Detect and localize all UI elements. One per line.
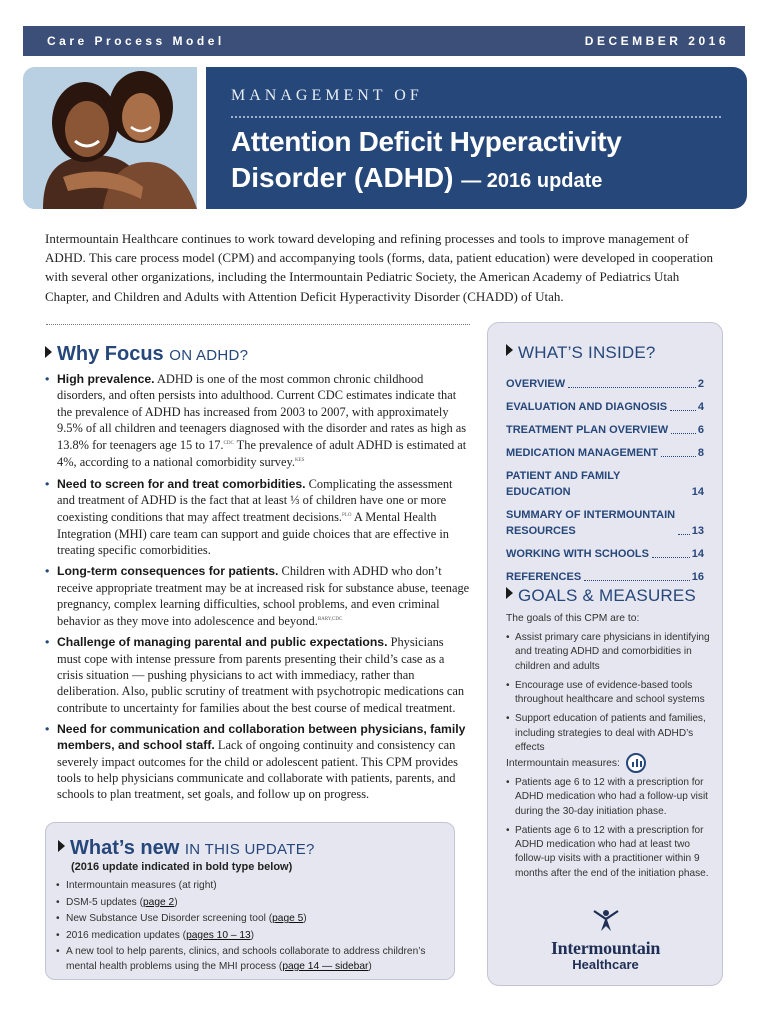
page-link[interactable]: pages 10 – 13 — [186, 929, 251, 941]
whats-new-subtitle: IN THIS UPDATE? — [184, 841, 315, 858]
logo-figure-icon — [591, 909, 621, 933]
why-focus-item — [45, 371, 470, 471]
whats-new-note: (2016 update indicated in bold type below) — [71, 861, 293, 873]
toc-page: 14 — [691, 548, 704, 560]
logo-subtitle: Healthcare — [572, 957, 639, 972]
measures-label-row — [506, 753, 646, 773]
title-banner — [206, 67, 747, 209]
toc-label: MEDICATION MANAGEMENT — [506, 447, 658, 459]
title-kicker: MANAGEMENT OF — [231, 87, 423, 104]
toc-entry[interactable] — [506, 445, 704, 461]
item-lead: Challenge of managing parental and public expectations. — [57, 635, 388, 650]
whats-new-item — [56, 945, 441, 974]
item-text: Children with ADHD who don’t receive appropriate treatment may be at increased risk for substance abuse, teenage pregnancy, complex learning difficulties, school problems, and even criminal behavior as they move into adolescence and beyond. — [57, 564, 470, 629]
why-focus-subtitle: ON ADHD? — [169, 347, 249, 364]
title-line-2 — [231, 161, 602, 198]
title-line-2-text: Disorder (ADHD) — [231, 162, 454, 193]
toc-leader — [670, 410, 696, 411]
whats-new-heading — [58, 837, 315, 860]
item-text: ) — [250, 929, 255, 941]
item-text: DSM-5 updates ( — [66, 896, 144, 908]
title-divider — [231, 116, 721, 118]
toc-page: 8 — [697, 447, 704, 459]
goal-item: • Support education of patients and families, including strategies to deal with ADHD’s effects — [506, 712, 711, 755]
measure-item: • Patients age 6 to 12 with a prescription for ADHD medication who had a follow-up visit during the 30-day initiation phase. — [506, 776, 711, 819]
item-lead: Long-term consequences for patients. — [57, 564, 279, 579]
sidebar-panel — [487, 322, 723, 986]
toc-label: PATIENT AND FAMILY EDUCATION — [506, 470, 621, 498]
intro-paragraph: Intermountain Healthcare continues to work toward developing and refining processes and tools to improve management of ADHD. This care process model (CPM) and accompanying tools (forms, data, patient education) were developed in cooperation with several other organizations, including the Intermountain Pediatric Society, the American Academy of Pediatrics Utah Chapter, and Children and Adults with Attention Deficit Hyperactivity Disorder (CHADD) of Utah. — [45, 231, 713, 304]
whats-new-title: What’s new — [70, 837, 180, 859]
toc-page: 6 — [697, 424, 704, 436]
goal-item: • Assist primary care physicians in identifying and treating ADHD and comorbidities in children and adults — [506, 631, 711, 674]
goal-item: • Encourage use of evidence-based tools throughout healthcare and school systems — [506, 679, 711, 708]
item-text: Intermountain measures (at right) — [66, 880, 217, 891]
whats-new-item — [56, 912, 441, 927]
page-link[interactable]: page 2 — [143, 896, 175, 908]
toc-leader — [652, 557, 690, 558]
item-lead: High prevalence. — [57, 372, 155, 386]
toc-entry[interactable] — [506, 422, 704, 438]
why-focus-list — [45, 371, 470, 807]
title-line-1: Attention Deficit Hyperactivity — [231, 126, 622, 157]
whats-new-box — [45, 822, 455, 980]
toc-page: 16 — [691, 571, 704, 583]
whats-inside-title: WHAT’S INSIDE? — [518, 343, 656, 362]
toc-leader — [568, 387, 696, 388]
goals-heading — [506, 586, 696, 606]
measures-list — [506, 776, 711, 886]
triangle-bullet-icon — [506, 587, 513, 599]
toc-entry[interactable] — [506, 399, 704, 415]
triangle-bullet-icon — [45, 346, 52, 358]
toc-page: 14 — [691, 486, 704, 498]
triangle-bullet-icon — [506, 344, 513, 356]
item-text: ADHD is one of the most common chronic childhood disorders, and often persists into adulthood. Current CDC estimates indicate that the prevalence of ADHD has increased from 2003 to 2007, with approximately 9.5% of all children and teenagers diagnosed with the disorder and rates as high as 13.8% for teenagers age 15 to 17. — [57, 372, 467, 453]
item-text: The prevalence of adult ADHD is estimated at 4%, according to a national comorbidity survey. — [57, 438, 467, 470]
logo-wordmark: Intermountain — [550, 938, 661, 958]
item-text: ) — [303, 913, 307, 925]
whats-new-item — [56, 879, 441, 894]
bar-chart-icon — [626, 753, 646, 773]
section-divider — [46, 324, 470, 325]
toc-leader — [661, 456, 696, 457]
measure-item: • Patients age 6 to 12 with a prescription for ADHD medication who had at least two follow-up visits with a practitioner within 9 months after the end of the initiation phase. — [506, 824, 711, 881]
page-link[interactable]: page 5 — [272, 913, 304, 925]
cover-photo — [23, 67, 197, 209]
citation: BARY,CDC — [317, 617, 343, 623]
why-focus-title: Why Focus — [57, 343, 164, 365]
toc-label: TREATMENT PLAN OVERVIEW — [506, 424, 669, 436]
item-text: ) — [368, 960, 372, 972]
item-text: New Substance Use Disorder screening tool ( — [66, 913, 273, 925]
measures-label: Intermountain measures: — [506, 757, 620, 769]
toc-entry[interactable] — [506, 507, 704, 539]
table-of-contents — [506, 376, 704, 592]
why-focus-item — [45, 563, 470, 629]
item-text: Complicating the assessment and treatment of ADHD is the fact that at least ⅓ of children have one or more coexisting conditions that may affect treatment decisions. — [57, 476, 453, 525]
toc-label: EVALUATION AND DIAGNOSIS — [506, 401, 668, 413]
mother-daughter-photo — [23, 67, 197, 209]
title-update: — 2016 update — [461, 170, 603, 192]
whats-inside-heading — [506, 343, 656, 363]
intermountain-logo — [518, 909, 693, 972]
header-series-label: Care Process Model — [47, 34, 225, 48]
whats-new-item — [56, 929, 441, 944]
citation: PLO — [342, 513, 352, 519]
item-text: Physicians must cope with intense pressure from parents presenting their child’s case as a crisis situation — pushing physicians to act with immediacy, rather than deliberation. Also, public scrutiny of treatment with psychotropic medications can contribute to uncertainty for families about the best course of medical treatment. — [57, 635, 465, 715]
item-text: Lack of ongoing continuity and consistency can severely impact outcomes for the child or adolescent patient. This CPM provides tools to help physicians communicate and collaborate with patients, parents, and schools to plan treatment, set goals, and follow up on progress. — [57, 738, 458, 802]
toc-page: 13 — [691, 525, 704, 537]
toc-page: 2 — [697, 378, 704, 390]
toc-leader — [584, 580, 690, 581]
whats-new-item — [56, 896, 441, 911]
why-focus-item — [45, 721, 470, 802]
item-lead: Need for communication and collaboration between physicians, family members, and school staff. — [57, 721, 466, 753]
why-focus-item — [45, 634, 470, 715]
toc-label: SUMMARY OF INTERMOUNTAIN RESOURCES — [506, 509, 676, 537]
triangle-bullet-icon — [58, 840, 65, 852]
goals-title: GOALS & MEASURES — [518, 586, 696, 605]
page-link[interactable]: page 14 — sidebar — [282, 960, 369, 972]
why-focus-heading — [45, 343, 248, 366]
toc-leader — [671, 433, 696, 434]
item-lead: Need to screen for and treat comorbidities. — [57, 476, 306, 491]
goals-intro: The goals of this CPM are to: — [506, 613, 640, 624]
item-text: A new tool to help parents, clinics, and schools collaborate to address children’s mental health problems using the MHI process ( — [66, 946, 426, 972]
toc-label: WORKING WITH SCHOOLS — [506, 548, 649, 560]
citation: CDC — [223, 441, 234, 447]
whats-new-list — [56, 879, 441, 977]
toc-entry[interactable] — [506, 468, 704, 500]
toc-leader — [678, 534, 690, 535]
toc-page: 4 — [697, 401, 704, 413]
goals-list — [506, 631, 711, 760]
toc-entry[interactable] — [506, 569, 704, 585]
citation: KES — [295, 458, 305, 464]
why-focus-item — [45, 476, 470, 558]
item-text: A Mental Health Integration (MHI) care team can support and guide choices that are effective in treating specific comorbidities. — [57, 510, 449, 557]
item-text: ) — [174, 896, 178, 908]
toc-entry[interactable] — [506, 376, 704, 392]
header-date: DECEMBER 2016 — [584, 34, 729, 48]
item-text: 2016 medication updates ( — [66, 929, 187, 941]
toc-label: OVERVIEW — [506, 378, 566, 390]
toc-entry[interactable] — [506, 546, 704, 562]
header-bar — [23, 26, 745, 56]
toc-label: REFERENCES — [506, 571, 582, 583]
